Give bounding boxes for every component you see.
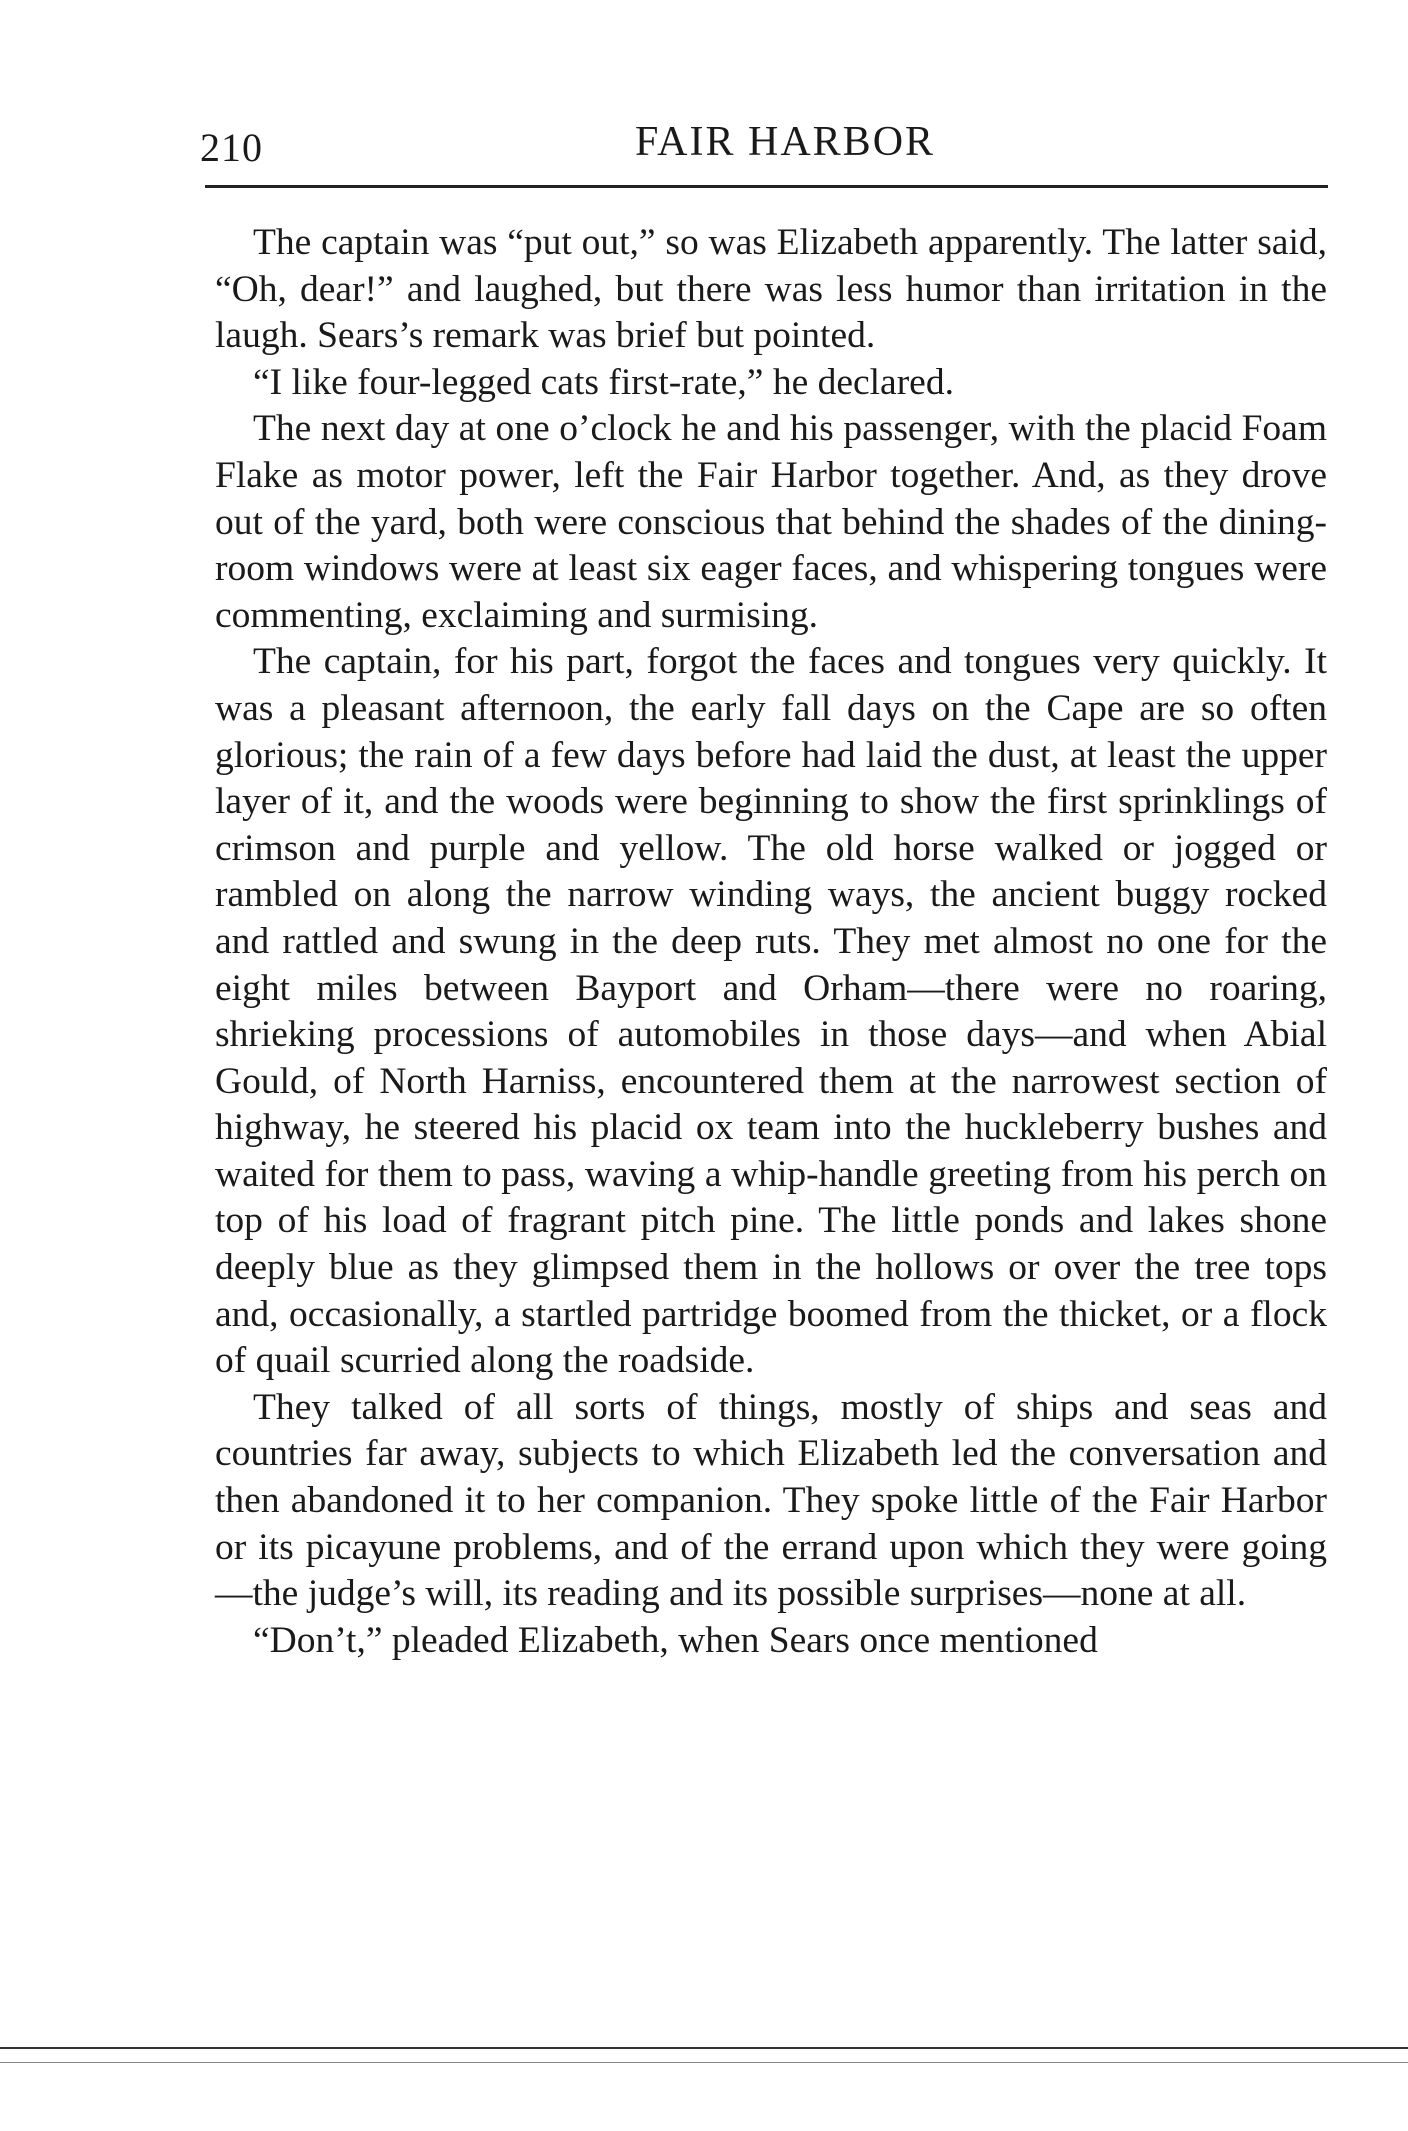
body-text (215, 220, 1327, 1664)
paragraph: The captain was “put out,” so was Elizabeth apparently. The latter said, “Oh, dear!” and laughed, but there was less humor than irritation in the laugh. Sears’s remark was brief but pointed. (215, 222, 1327, 357)
paragraph: The next day at one o’clock he and his passenger, with the placid Foam Flake as motor power, left the Fair Harbor together. And, as they drove out of the yard, both were conscious that behind the shades of the dining-room windows were at least six eager faces, and whispering tongues were commenting, exclaiming and surmising. (215, 408, 1327, 636)
paragraph: The captain, for his part, forgot the faces and tongues very quickly. It was a pleasant afternoon, the early fall days on the Cape are so often glorious; the rain of a few days before had laid the dust, at least the upper layer of it, and the woods were beginning to show the first sprinklings of crimson and purple and yellow. The old horse walked or jogged or rambled on along the narrow winding ways, the ancient buggy rocked and rattled and swung in the deep ruts. They met almost no one for the eight miles between Bayport and Orham—there were no roaring, shrieking processions of automobiles in those days—and when Abial Gould, of North Harniss, encountered them at the narrowest section of highway, he steered his placid ox team into the huckleberry bushes and waited for them to pass, waving a whip-handle greeting from his perch on top of his load of fragrant pitch pine. The little ponds and lakes shone deeply blue as they glimpsed them in the hollows or over the tree tops and, occasionally, a startled partridge boomed from the thicket, or a flock of quail scurried along the roadside. (215, 641, 1327, 1382)
page-header (200, 118, 1330, 180)
bottom-edge-rule-secondary (0, 2062, 1408, 2063)
paragraph: “I like four-legged cats first-rate,” he declared. (253, 361, 954, 403)
paragraph: “Don’t,” pleaded Elizabeth, when Sears once mentioned (253, 1619, 1098, 1661)
header-rule (205, 185, 1328, 188)
page-number: 210 (200, 125, 263, 170)
paragraph: They talked of all sorts of things, mostly of ships and seas and countries far away, subjects to which Elizabeth led the conversation and then abandoned it to her companion. They spoke little of the Fair Harbor or its picayune problems, and of the errand upon which they were going—the judge’s will, its reading and its possible surprises—none at all. (215, 1386, 1327, 1615)
bottom-edge-rule (0, 2047, 1408, 2049)
running-head: FAIR HARBOR (634, 119, 936, 165)
